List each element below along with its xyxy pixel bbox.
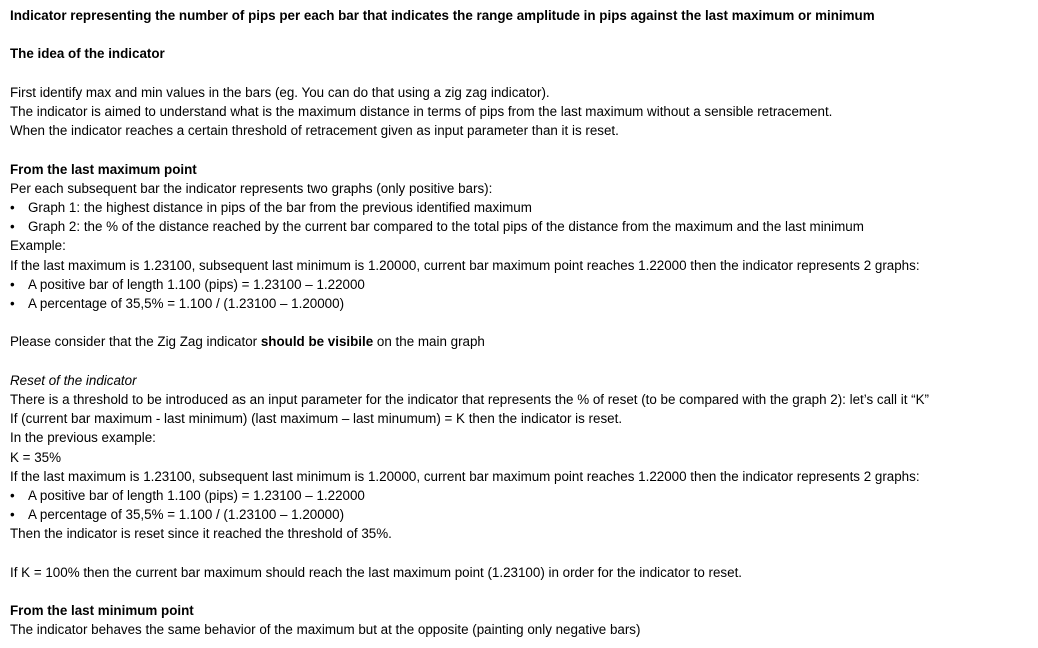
document-title: Indicator representing the number of pips per each bar that indicates the range amplitude in pips against the last maximum or minimum xyxy=(10,8,875,23)
reset-bullet-1-text: A positive bar of length 1.100 (pips) = 1.23100 – 1.22000 xyxy=(28,488,365,503)
idea-heading: The idea of the indicator xyxy=(10,46,165,61)
example-text: If the last maximum is 1.23100, subsequent last minimum is 1.20000, current bar maximum point reaches 1.22000 then the indicator represents 2 graphs: xyxy=(10,258,920,273)
bullet-glyph: • xyxy=(10,277,15,292)
max-bullet-1-text: Graph 1: the highest distance in pips of the bar from the previous identified maximum xyxy=(28,200,532,215)
example-label: Example: xyxy=(10,238,66,253)
max-bullet-2 xyxy=(10,218,864,235)
max-section-heading: From the last maximum point xyxy=(10,162,197,177)
intro-line-3: When the indicator reaches a certain threshold of retracement given as input parameter than it is reset. xyxy=(10,123,619,138)
bullet-glyph: • xyxy=(10,296,15,311)
reset-bullet-2 xyxy=(10,506,344,523)
max-bullet-1 xyxy=(10,199,532,216)
reset-bullet-1 xyxy=(10,487,365,504)
zigzag-note xyxy=(10,333,485,350)
zigzag-note-bold: should be visibile xyxy=(260,334,374,349)
reset-line-4: K = 35% xyxy=(10,450,61,465)
max-bullet-2-text: Graph 2: the % of the distance reached by the current bar compared to the total pips of the distance from the maximum and the last minimum xyxy=(28,219,864,234)
reset-line-5: If the last maximum is 1.23100, subsequent last minimum is 1.20000, current bar maximum point reaches 1.22000 then the indicator represents 2 graphs: xyxy=(10,469,920,484)
reset-line-1: There is a threshold to be introduced as an input parameter for the indicator that represents the % of reset (to be compared with the graph 2): let’s call it “K” xyxy=(10,392,929,407)
max-section-desc: Per each subsequent bar the indicator represents two graphs (only positive bars): xyxy=(10,181,493,196)
reset-after: Then the indicator is reset since it reached the threshold of 35%. xyxy=(10,526,392,541)
example-bullet-2-text: A percentage of 35,5% = 1.100 / (1.23100 – 1.20000) xyxy=(28,296,345,311)
min-section-heading: From the last minimum point xyxy=(10,603,194,618)
reset-section-heading: Reset of the indicator xyxy=(10,373,137,388)
zigzag-note-pre: Please consider that the Zig Zag indicator xyxy=(10,334,261,349)
reset-k100: If K = 100% then the current bar maximum should reach the last maximum point (1.23100) in order for the indicator to reset. xyxy=(10,565,743,580)
bullet-glyph: • xyxy=(10,219,15,234)
intro-line-2: The indicator is aimed to understand what is the maximum distance in terms of pips from the last maximum without a sensible retracement. xyxy=(10,104,833,119)
zigzag-note-post: on the main graph xyxy=(373,334,485,349)
example-bullet-2 xyxy=(10,295,344,312)
intro-line-1: First identify max and min values in the bars (eg. You can do that using a zig zag indicator). xyxy=(10,85,550,100)
bullet-glyph: • xyxy=(10,507,15,522)
reset-line-3: In the previous example: xyxy=(10,430,156,445)
bullet-glyph: • xyxy=(10,200,15,215)
bullet-glyph: • xyxy=(10,488,15,503)
example-bullet-1 xyxy=(10,276,365,293)
reset-bullet-2-text: A percentage of 35,5% = 1.100 / (1.23100 – 1.20000) xyxy=(28,507,345,522)
min-section-text: The indicator behaves the same behavior of the maximum but at the opposite (painting only negative bars) xyxy=(10,622,641,637)
reset-line-2: If (current bar maximum - last minimum) (last maximum – last minumum) = K then the indicator is reset. xyxy=(10,411,623,426)
example-bullet-1-text: A positive bar of length 1.100 (pips) = 1.23100 – 1.22000 xyxy=(28,277,365,292)
